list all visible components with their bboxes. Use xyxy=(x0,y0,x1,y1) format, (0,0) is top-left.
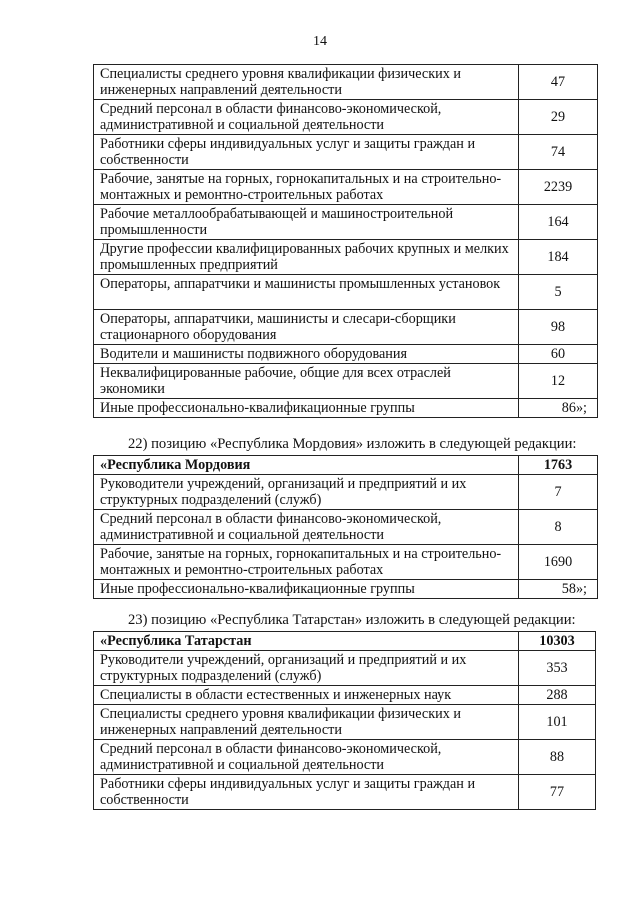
row-label: Другие профессии квалифицированных рабочих крупных и мелких промышленных предприятий xyxy=(94,240,519,275)
table-row xyxy=(94,310,598,345)
row-value: 12 xyxy=(519,364,598,399)
row-value: 29 xyxy=(519,100,598,135)
region-name: «Республика Мордовия xyxy=(94,456,519,475)
row-label: Неквалифицированные рабочие, общие для всех отраслей экономики xyxy=(94,364,519,399)
row-value: 7 xyxy=(519,475,598,510)
table-row xyxy=(94,65,598,100)
row-label: Иные профессионально-квалификационные группы xyxy=(94,399,519,418)
table-row xyxy=(94,510,598,545)
instruction-22: 22) позицию «Республика Мордовия» изложить в следующей редакции: xyxy=(128,436,577,452)
table-row xyxy=(94,100,598,135)
table-row xyxy=(94,580,598,599)
table-row xyxy=(94,686,596,705)
row-value: 77 xyxy=(519,775,596,810)
table-row xyxy=(94,135,598,170)
row-label: Рабочие, занятые на горных, горнокапитальных и на строительно-монтажных и ремонтно-строительных работах xyxy=(94,545,519,580)
table-row xyxy=(94,364,598,399)
row-value: 8 xyxy=(519,510,598,545)
mordovia-table xyxy=(93,455,598,599)
row-label: Работники сферы индивидуальных услуг и защиты граждан и собственности xyxy=(94,775,519,810)
table-row xyxy=(94,705,596,740)
row-label: Средний персонал в области финансово-экономической, административной и социальной деятельности xyxy=(94,100,519,135)
table-row xyxy=(94,205,598,240)
table-row xyxy=(94,775,596,810)
region-total: 1763 xyxy=(519,456,598,475)
row-value: 1690 xyxy=(519,545,598,580)
row-value: 5 xyxy=(519,275,598,310)
row-label: Руководители учреждений, организаций и предприятий и их структурных подразделений (служб) xyxy=(94,651,519,686)
row-label: Специалисты в области естественных и инженерных наук xyxy=(94,686,519,705)
row-value: 74 xyxy=(519,135,598,170)
row-value: 101 xyxy=(519,705,596,740)
table-row xyxy=(94,399,598,418)
region-total: 10303 xyxy=(519,632,596,651)
page-number: 14 xyxy=(313,34,327,49)
table-row xyxy=(94,740,596,775)
table-header-row xyxy=(94,456,598,475)
row-value: 60 xyxy=(519,345,598,364)
row-value: 353 xyxy=(519,651,596,686)
row-label: Специалисты среднего уровня квалификации физических и инженерных направлений деятельности xyxy=(94,705,519,740)
row-label: Руководители учреждений, организаций и предприятий и их структурных подразделений (служб) xyxy=(94,475,519,510)
row-value: 88 xyxy=(519,740,596,775)
row-value: 288 xyxy=(519,686,596,705)
table-row xyxy=(94,475,598,510)
row-value: 2239 xyxy=(519,170,598,205)
table-row xyxy=(94,275,598,310)
row-label: Рабочие, занятые на горных, горнокапитальных и на строительно-монтажных и ремонтно-строительных работах xyxy=(94,170,519,205)
row-value: 164 xyxy=(519,205,598,240)
row-label: Специалисты среднего уровня квалификации физических и инженерных направлений деятельности xyxy=(94,65,519,100)
table-row xyxy=(94,345,598,364)
row-value: 47 xyxy=(519,65,598,100)
row-label: Водители и машинисты подвижного оборудования xyxy=(94,345,519,364)
tatarstan-table xyxy=(93,631,596,810)
row-value: 184 xyxy=(519,240,598,275)
row-value: 58»; xyxy=(519,580,598,599)
row-label: Операторы, аппаратчики, машинисты и слесари-сборщики стационарного оборудования xyxy=(94,310,519,345)
row-label: Работники сферы индивидуальных услуг и защиты граждан и собственности xyxy=(94,135,519,170)
region-name: «Республика Татарстан xyxy=(94,632,519,651)
row-value: 98 xyxy=(519,310,598,345)
row-label: Средний персонал в области финансово-экономической, административной и социальной деятельности xyxy=(94,510,519,545)
table-row xyxy=(94,170,598,205)
table-row xyxy=(94,651,596,686)
row-label: Иные профессионально-квалификационные группы xyxy=(94,580,519,599)
instruction-23: 23) позицию «Республика Татарстан» изложить в следующей редакции: xyxy=(128,612,576,628)
staffing-table-continued xyxy=(93,64,598,418)
row-value: 86»; xyxy=(519,399,598,418)
row-label: Рабочие металлообрабатывающей и машиностроительной промышленности xyxy=(94,205,519,240)
table-header-row xyxy=(94,632,596,651)
row-label: Средний персонал в области финансово-экономической, административной и социальной деятельности xyxy=(94,740,519,775)
table-row xyxy=(94,545,598,580)
table-row xyxy=(94,240,598,275)
row-label: Операторы, аппаратчики и машинисты промышленных установок xyxy=(94,275,519,310)
